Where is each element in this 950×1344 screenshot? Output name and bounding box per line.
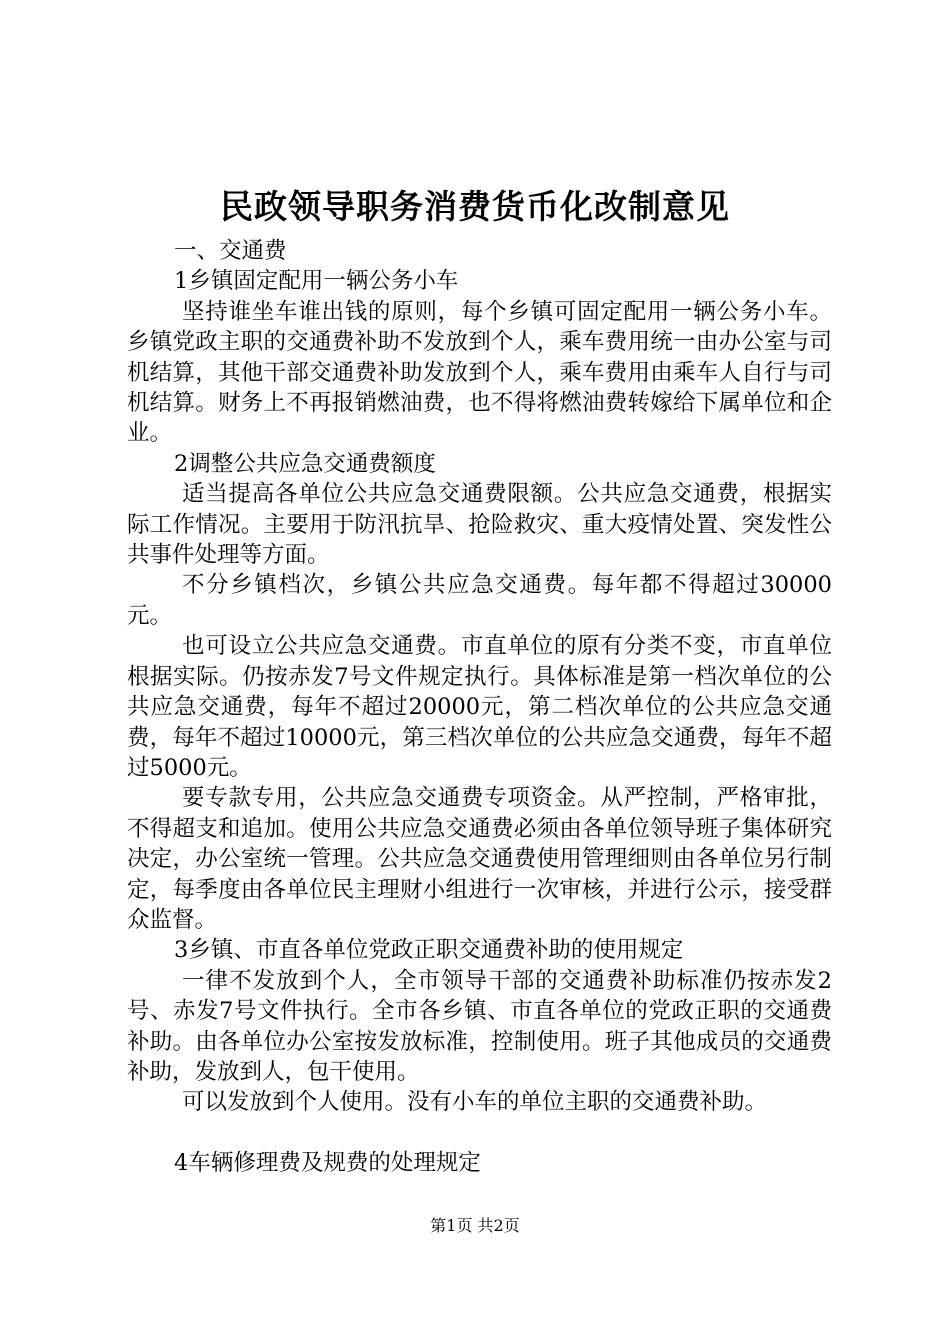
paragraph-gap — [127, 1118, 832, 1148]
item-heading: 1乡镇固定配用一辆公务小车 — [174, 268, 459, 295]
document-body — [127, 236, 832, 1178]
section-heading: 一、交通费 — [174, 238, 287, 264]
paragraph: 适当提高各单位公共应急交通费限额。公共应急交通费，根据实际工作情况。主要用于防汛抗旱、抢险救灾、重大疫情处置、突发性公共事件处理等方面。 — [127, 481, 832, 569]
paragraph: 可以发放到个人使用。没有小车的单位主职的交通费补助。 — [182, 1089, 768, 1116]
paragraph: 也可设立公共应急交通费。市直单位的原有分类不变，市直单位根据实际。仍按赤发7号文件规定执行。具体标准是第一档次单位的公共应急交通费，每年不超过20000元，第二档次单位的公共应急交通费，每年不超过10000元，第三档次单位的公共应急交通费，每年不超过5000元。 — [127, 633, 832, 781]
paragraph: 一律不发放到个人，全市领导干部的交通费补助标准仍按赤发2号、赤发7号文件执行。全市各乡镇、市直各单位的党政正职的交通费补助。由各单位办公室按发放标准，控制使用。班子其他成员的交通费补助，发放到人，包干使用。 — [127, 967, 832, 1085]
paragraph: 要专款专用，公共应急交通费专项资金。从严控制，严格审批，不得超支和追加。使用公共应急交通费必须由各单位领导班子集体研究决定，办公室统一管理。公共应急交通费使用管理细则由各单位另行制定，每季度由各单位民主理财小组进行一次审核，并进行公示，接受群众监督。 — [127, 785, 832, 933]
item-heading: 2调整公共应急交通费额度 — [174, 450, 436, 477]
item-heading: 4车辆修理费及规费的处理规定 — [174, 1149, 481, 1176]
document-title: 民政领导职务消费货币化改制意见 — [220, 187, 730, 226]
paragraph: 坚持谁坐车谁出钱的原则，每个乡镇可固定配用一辆公务小车。乡镇党政主职的交通费补助不发放到个人，乘车费用统一由办公室与司机结算，其他干部交通费补助发放到个人，乘车费用由乘车人自行与司机结算。财务上不再报销燃油费，也不得将燃油费转嫁给下属单位和企业。 — [127, 298, 832, 447]
paragraph: 不分乡镇档次，乡镇公共应急交通费。每年都不得超过30000元。 — [127, 572, 832, 629]
page-footer: 第1页 共2页 — [430, 1216, 520, 1235]
item-heading: 3乡镇、市直各单位党政正职交通费补助的使用规定 — [174, 937, 684, 964]
